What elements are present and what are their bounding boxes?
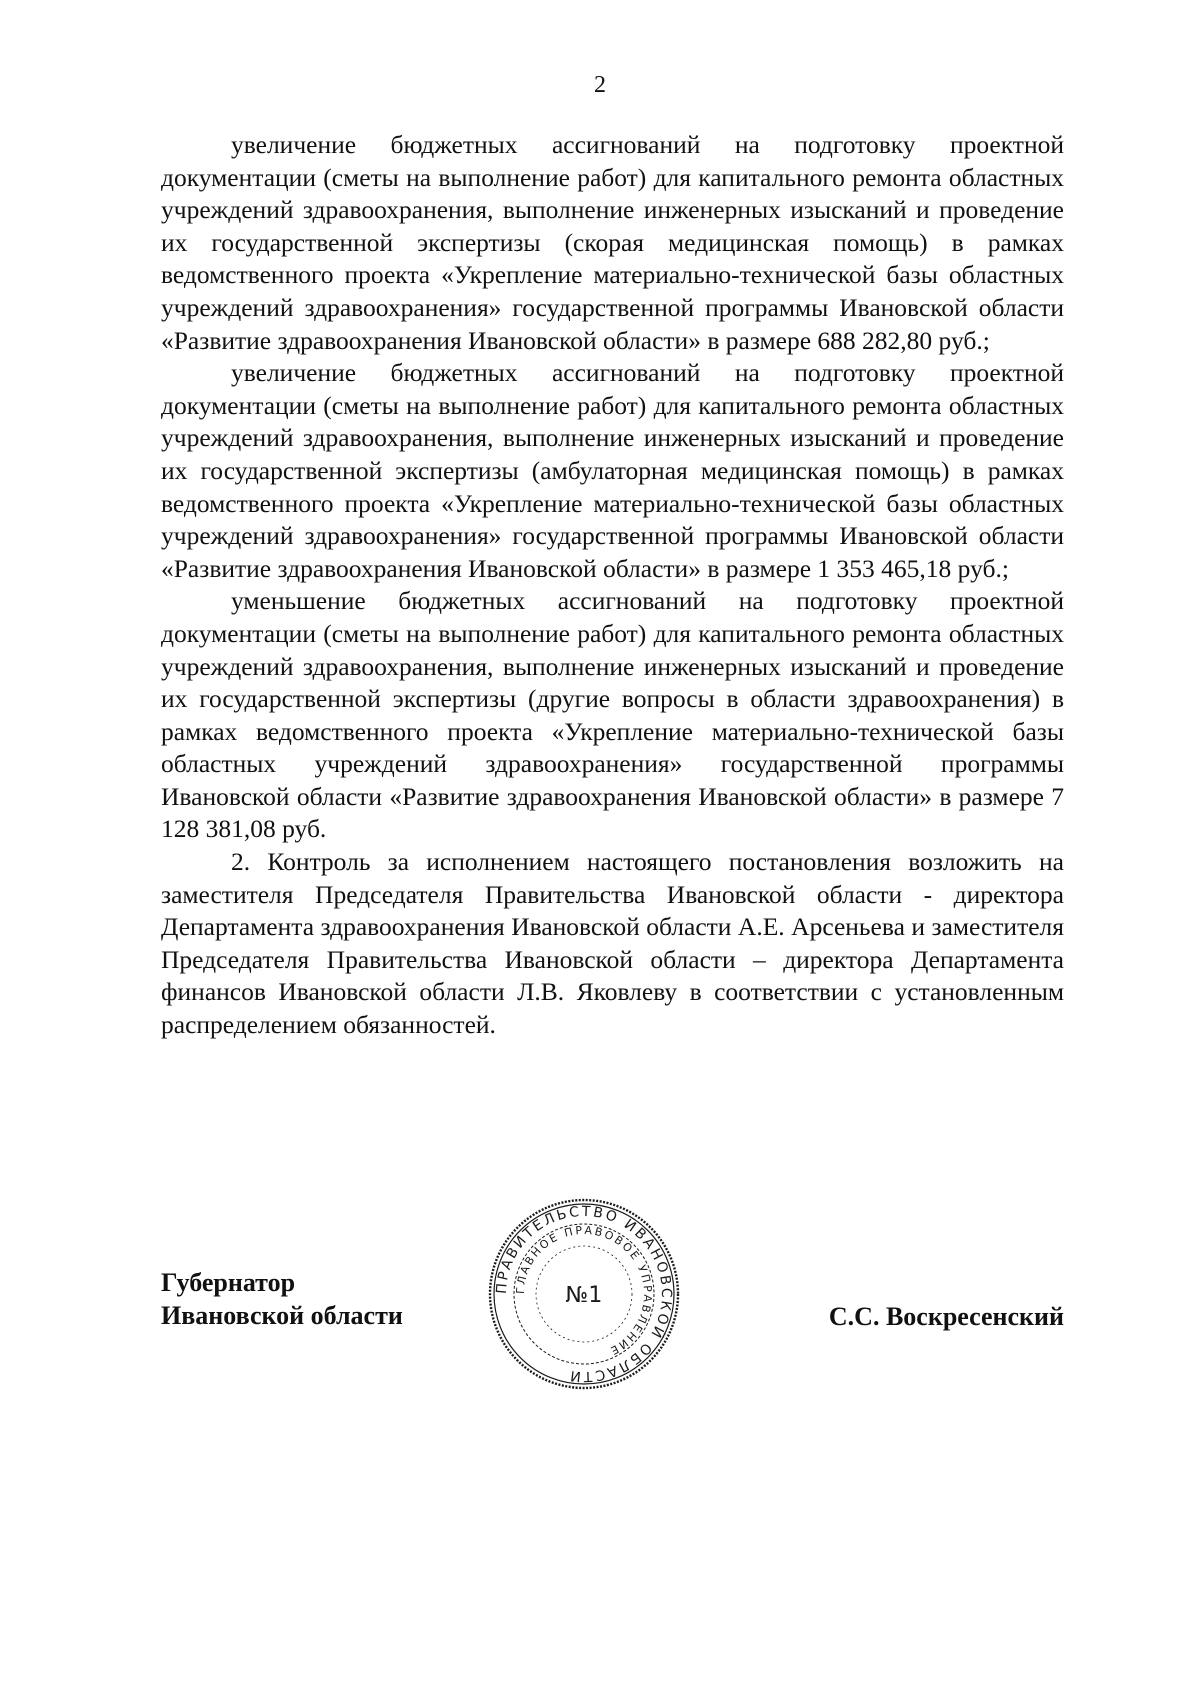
- stamp-outer-text: ПРАВИТЕЛЬСТВО ИВАНОВСКОЙ ОБЛАСТИ: [493, 1203, 675, 1385]
- paragraph-outpatient-increase: увеличение бюджетных ассигнований на подготовку проектной документации (сметы на выполнение работ) для капитального ремонта областных учреждений здравоохранения, выполнение инженерных изысканий и проведение их государственной экспертизы (амбулаторная медицинская помощь) в рамках ведомственного проекта «Укрепление материально-технической базы областных учреждений здравоохранения» государственной программы Ивановской области «Развитие здравоохранения Ивановской области» в размере 1 353 465,18 руб.;: [161, 358, 1064, 583]
- official-stamp: [486, 1196, 682, 1392]
- page-number: 2: [594, 72, 606, 98]
- paragraph-control-clause: 2. Контроль за исполнением настоящего постановления возложить на заместителя Председателя Правительства Ивановской области - директора Департамента здравоохранения Ивановской области А.Е. Арсеньева и заместителя Председателя Правительства Ивановской области – директора Департамента финансов Ивановской области Л.В. Яковлеву в соответствии с установленным распределением обязанностей.: [161, 847, 1064, 1040]
- stamp-inner-text: ГЛАВНОЕ ПРАВОВОЕ УПРАВЛЕНИЕ: [513, 1223, 655, 1359]
- stamp-number: №1: [565, 1283, 603, 1308]
- stamp-seal-icon: [486, 1196, 682, 1392]
- signatory-position-line1: Губернатор: [161, 1268, 296, 1297]
- paragraph-other-decrease: уменьшение бюджетных ассигнований на подготовку проектной документации (сметы на выполнение работ) для капитального ремонта областных учреждений здравоохранения, выполнение инженерных изысканий и проведение их государственной экспертизы (другие вопросы в области здравоохранения) в рамках ведомственного проекта «Укрепление материально-технической базы областных учреждений здравоохранения» государственной программы Ивановской области «Развитие здравоохранения Ивановской области» в размере 7 128 381,08 руб.: [161, 586, 1064, 844]
- document-body: [161, 129, 1064, 1042]
- signatory-position: [161, 1266, 403, 1332]
- signatory-position-line2: Ивановской области: [161, 1301, 403, 1330]
- paragraph-ambulance-increase: увеличение бюджетных ассигнований на подготовку проектной документации (сметы на выполнение работ) для капитального ремонта областных учреждений здравоохранения, выполнение инженерных изысканий и проведение их государственной экспертизы (скорая медицинская помощь) в рамках ведомственного проекта «Укрепление материально-технической базы областных учреждений здравоохранения» государственной программы Ивановской области «Развитие здравоохранения Ивановской области» в размере 688 282,80 руб.;: [161, 130, 1064, 355]
- signatory-name: С.С. Воскресенский: [828, 1302, 1064, 1331]
